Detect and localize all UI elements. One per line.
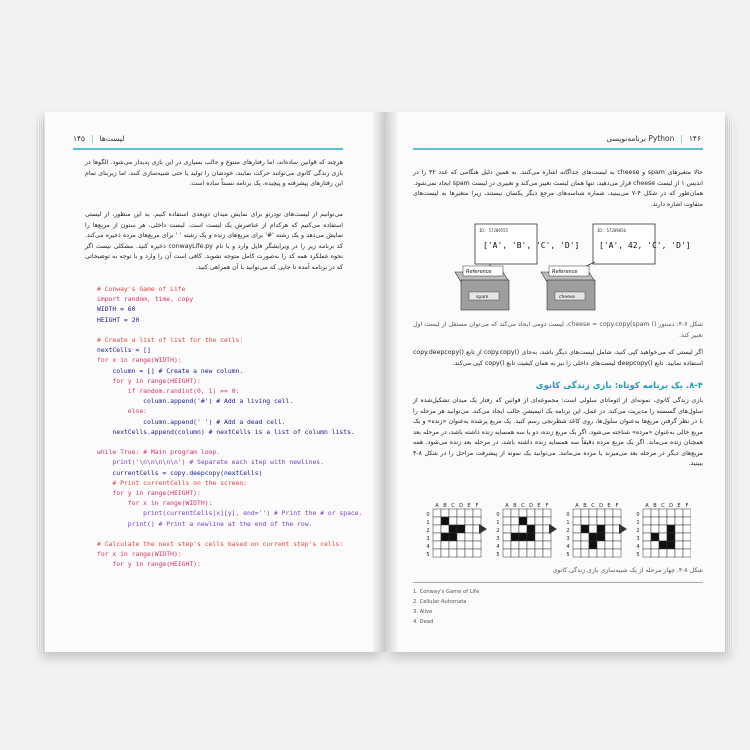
grid-cell-dead [465, 541, 473, 549]
grid-cell-dead [683, 541, 691, 549]
left-page-title: لیست‌ها [99, 134, 125, 143]
grid-cell-dead [659, 533, 667, 541]
grid-cell-dead [519, 541, 527, 549]
grid-cell-dead [573, 517, 581, 525]
grid-cell-dead [573, 549, 581, 557]
grid-col-label: B [583, 503, 587, 509]
grid-cell-dead [473, 549, 481, 557]
grid-cell-dead [581, 517, 589, 525]
grid-cell-dead [573, 509, 581, 517]
grid-cell-dead [581, 549, 589, 557]
grid-cell-dead [519, 509, 527, 517]
life-grid-3 [563, 500, 629, 558]
grid-cell-dead [503, 509, 511, 517]
grid-cell-dead [659, 525, 667, 533]
grid-cell-dead [675, 541, 683, 549]
grid-cell-dead [519, 525, 527, 533]
footnote-4: 4. Dead [413, 619, 434, 625]
grid-cell-dead [659, 549, 667, 557]
grid-cell-dead [457, 549, 465, 557]
grid-cell-dead [511, 549, 519, 557]
grid-cell-dead [581, 509, 589, 517]
grid-cell-dead [643, 549, 651, 557]
life-grid-2 [493, 500, 559, 558]
spam-reference-label: Reference [466, 269, 492, 275]
grid-cell-dead [503, 541, 511, 549]
code-line: if random.randint(0, 1) == 0: [97, 387, 240, 396]
grid-col-label: A [435, 503, 439, 509]
cheese-name: cheese [559, 295, 575, 300]
grid-cell-dead [613, 509, 621, 517]
grid-cell-dead [605, 517, 613, 525]
grid-cell-dead [441, 525, 449, 533]
grid-cell-dead [473, 541, 481, 549]
code-line [97, 437, 382, 447]
grid-cell-alive [519, 517, 527, 525]
grid-cell-dead [613, 549, 621, 557]
grid-row-label: 0 [496, 512, 500, 518]
right-page-number: ۱۴۶ [688, 134, 701, 143]
footnotes [413, 582, 703, 627]
grid-cell-dead [543, 517, 551, 525]
grid-cell-dead [465, 517, 473, 525]
footnote-3: 3. Alive [413, 609, 433, 615]
grid-cell-dead [503, 533, 511, 541]
code-line: column.append('#') # Add a living cell. [97, 397, 294, 406]
code-line: HEIGHT = 20 [97, 315, 140, 324]
grid-cell-dead [643, 509, 651, 517]
grid-cell-dead [465, 525, 473, 533]
grid-row-label: 3 [496, 536, 500, 542]
grid-cell-dead [433, 541, 441, 549]
code-line: else: [97, 407, 148, 416]
grid-cell-dead [597, 541, 605, 549]
grid-cell-dead [675, 525, 683, 533]
grid-cell-alive [527, 533, 535, 541]
right-paragraph-3: بازی زندگی کانوی، نمونه‌ای از اتوماتای سلولی است: مجموعه‌ای از قوانین که رفتار یک میدان تشکیل‌شده از سلول‌های گسسته را مدیریت می‌کند. در عمل، این برنامه یک انیمیشن جالب ایجاد می‌کند. می‌توانید هر مرحله را با در نظر گرفتن مربع‌ها به‌عنوان سلول‌ها، روی کاغذ شطرنجی رسم کنید. یک مربع پرشده به‌عنوان «زنده» و یک مربع خالی به‌عنوان «مرده» شناخته می‌شود. اگر یک مربع زنده، دو یا سه همسایه زنده داشته باشد، در مرحله بعد همچنان زنده می‌ماند. اگر یک مربع مرده دقیقاً سه همسایه زنده داشته باشد، در مرحله بعد زنده می‌شود. همه مربع‌های دیگر در مرحله بعد می‌میرند یا مرده می‌مانند. می‌توانید یک نمونه از پیشرفت مراحل را در شکل ۸-۴ ببینید. [413, 397, 703, 467]
right-page [385, 112, 725, 652]
grid-cell-dead [441, 541, 449, 549]
grid-col-label: E [677, 503, 681, 509]
cheese-reference-label: Reference [552, 269, 578, 275]
grid-row-label: 2 [496, 528, 500, 534]
grid-cell-dead [535, 517, 543, 525]
grid-cell-alive [597, 533, 605, 541]
grid-cell-dead [613, 517, 621, 525]
grid-row-label: 4 [496, 544, 500, 550]
grid-cell-dead [597, 549, 605, 557]
code-line: nextCells.append(column) # nextCells is a list of column lists. [97, 427, 355, 436]
grid-col-label: E [467, 503, 471, 509]
grid-row-label: 0 [566, 512, 570, 518]
grid-row-label: 4 [426, 544, 430, 550]
grid-col-label: D [459, 503, 463, 509]
code-line: # Create a list of list for the cells: [97, 336, 244, 345]
grid-cell-alive [527, 525, 535, 533]
code-line: nextCells = [] [97, 346, 151, 355]
cheese-list-value: ['A', 42, 'C', 'D'] [599, 241, 691, 250]
grid-col-label: D [529, 503, 533, 509]
code-line: column.append(' ') # Add a dead cell. [97, 417, 286, 426]
grid-cell-dead [535, 533, 543, 541]
grid-col-label: F [685, 503, 689, 509]
grid-cell-dead [675, 517, 683, 525]
grid-cell-dead [605, 533, 613, 541]
grid-cell-dead [659, 509, 667, 517]
right-header-rule [413, 148, 703, 150]
grid-cell-alive [449, 525, 457, 533]
left-intro-paragraph-1: هرچند که قوانین ساده‌اند، اما رفتارهای متنوع و جالب بسیاری در این بازی پدیدار می‌شود. الگوها در بازی زندگی کانوی می‌توانند حرکت نمایند، خودشان را تولید یا حتی شبیه‌سازی کنند. اما زیربنای تمام این رفتارهای پیشرفته و پیچیده، یک برنامه نسبتاً ساده است. [85, 159, 343, 187]
grid-cell-alive [667, 533, 675, 541]
footnote-1: 1. Conway's Game of Life [413, 589, 480, 595]
grid-cell-dead [643, 533, 651, 541]
grid-cell-dead [449, 517, 457, 525]
code-line: # Print currentCells on the screen: [97, 478, 248, 487]
grid-cell-dead [543, 509, 551, 517]
grid-cell-alive [589, 533, 597, 541]
grid-cell-dead [651, 509, 659, 517]
grid-cell-dead [465, 509, 473, 517]
grid-col-label: B [653, 503, 657, 509]
grid-cell-dead [675, 533, 683, 541]
grid-cell-dead [449, 541, 457, 549]
grid-cell-dead [535, 549, 543, 557]
grid-cell-dead [511, 525, 519, 533]
grid-cell-dead [675, 509, 683, 517]
grid-cell-alive [651, 533, 659, 541]
grid-cell-dead [465, 549, 473, 557]
grid-cell-dead [535, 525, 543, 533]
code-line: WIDTH = 60 [97, 305, 136, 314]
code-line [97, 529, 382, 539]
grid-col-label: C [591, 503, 595, 509]
grid-cell-alive [519, 533, 527, 541]
grid-cell-dead [457, 533, 465, 541]
grid-cell-dead [683, 525, 691, 533]
grid-cell-dead [543, 549, 551, 557]
grid-cell-dead [433, 525, 441, 533]
grid-cell-dead [643, 525, 651, 533]
grid-cell-dead [651, 517, 659, 525]
code-line: # Conway's Game of Life [97, 285, 186, 293]
grid-cell-alive [667, 525, 675, 533]
grid-cell-dead [589, 525, 597, 533]
grid-cell-dead [441, 549, 449, 557]
left-page-header: ۱۴۵ | لیست‌ها [73, 134, 125, 143]
left-intro-paragraph-2: می‌توانیم از لیست‌های تودرتو برای نمایش میدان دوبعدی استفاده کنیم. به این منظور، از لیستی استفاده می‌کنیم که هرکدام از عناصرش یک لیست است. لیست داخلی، هر ستون از مربع‌ها را نمایش می‌دهد و یک رشته '#' برای مربع‌های زنده و یک رشته ' ' برای مربع‌های مرده ذخیره می‌کند. کد برنامه زیر را در ویرایشگر فایل وارد و با نام conwayLife.py ذخیره کنید. مشکلی نیست اگر نحوه عملکرد همه کد را به‌صورت کامل متوجه نشوید. کافی است آن را وارد و با توجه به توضیحاتی که در برنامه آمده تا جایی که می‌توانید با آن همراهی کنید. [85, 211, 343, 271]
open-book [15, 112, 735, 652]
game-of-life-grids [423, 500, 703, 562]
grid-cell-dead [473, 517, 481, 525]
grid-col-label: D [669, 503, 673, 509]
grid-row-label: 5 [566, 552, 570, 558]
grid-cell-dead [457, 517, 465, 525]
grid-cell-dead [643, 541, 651, 549]
grid-cell-dead [597, 517, 605, 525]
code-line: print('\n\n\n\n\n') # Separate each step with newlines. [97, 458, 325, 467]
grid-cell-dead [527, 517, 535, 525]
grid-cell-dead [589, 549, 597, 557]
figure-4-7-caption: شکل ۷-۴: دستور () cheese = copy.copy(spam، لیست دومی ایجاد می‌کند که می‌توان مستقل از لیست اول تغییر کند. [413, 321, 703, 339]
grid-cell-dead [683, 509, 691, 517]
code-line: for x in range(WIDTH): [97, 499, 213, 508]
grid-cell-dead [449, 549, 457, 557]
right-paragraph-1: حالا متغیرهای spam و cheese به لیست‌های جداگانه اشاره می‌کنند. به همین دلیل هنگامی که عدد ۴۲ را در اندیس ۱ از لیست cheese قرار می‌دهید، تنها همان لیست تغییر می‌کند و تغییری در لیست spam ایجاد نمی‌شود. همان‌طور که در شکل ۴-۷ می‌بینید، شماره شناسه‌های مرجع دیگر یکسان نیستند، زیرا متغیرها به لیست‌های متفاوت اشاره دارند. [413, 169, 703, 208]
grid-col-label: F [545, 503, 549, 509]
grid-row-label: 1 [496, 520, 500, 526]
grid-row-label: 1 [636, 520, 640, 526]
grid-cell-dead [651, 525, 659, 533]
grid-col-label: D [599, 503, 603, 509]
section-title: ۸-۴. یک برنامه کوتاه: بازی زندگی کانوی [535, 381, 703, 391]
grid-cell-dead [667, 517, 675, 525]
grid-cell-dead [613, 541, 621, 549]
spam-name: spam [476, 295, 489, 300]
grid-cell-dead [675, 549, 683, 557]
grid-row-label: 2 [426, 528, 430, 534]
grid-cell-alive [449, 533, 457, 541]
grid-row-label: 5 [636, 552, 640, 558]
step-arrow [619, 524, 627, 534]
grid-cell-dead [605, 541, 613, 549]
grid-col-label: E [607, 503, 611, 509]
code-line: while True: # Main program loop. [97, 448, 221, 457]
grid-cell-dead [581, 541, 589, 549]
code-line: for y in range(HEIGHT): [97, 489, 201, 498]
grid-cell-dead [527, 549, 535, 557]
grid-row-label: 1 [426, 520, 430, 526]
grid-row-label: 2 [566, 528, 570, 534]
spam-list-id: ID: 57209555 [479, 228, 508, 233]
code-line: column = [] # Create a new column. [97, 366, 244, 375]
grid-row-label: 0 [426, 512, 430, 518]
life-grid-4 [633, 500, 691, 558]
grid-cell-dead [433, 549, 441, 557]
grid-cell-dead [651, 541, 659, 549]
grid-cell-dead [433, 517, 441, 525]
cheese-box-group [541, 224, 691, 310]
grid-row-label: 5 [426, 552, 430, 558]
grid-cell-dead [605, 525, 613, 533]
right-page-header: برنامه‌نویسی Python | ۱۴۶ [606, 134, 701, 143]
grid-cell-dead [511, 517, 519, 525]
grid-cell-dead [511, 509, 519, 517]
code-line: for y in range(HEIGHT): [97, 560, 201, 569]
right-paragraph-2: اگر لیستی که می‌خواهید کپی کنید، شامل لیست‌های دیگر باشد، به‌جای ()copy.copy از تابع ()copy.deepcopy استفاده نمایید. تابع ()deepcopy لیست‌های داخلی را نیز به همان کیفیت تابع ()copy کپی می‌کند. [413, 349, 704, 367]
grid-cell-dead [573, 533, 581, 541]
grid-cell-alive [441, 533, 449, 541]
grid-col-label: C [521, 503, 525, 509]
grid-col-label: B [443, 503, 447, 509]
grid-row-label: 4 [566, 544, 570, 550]
grid-cell-dead [441, 509, 449, 517]
code-line [97, 325, 382, 335]
grid-row-label: 0 [636, 512, 640, 518]
grid-cell-dead [503, 525, 511, 533]
grid-col-label: F [475, 503, 479, 509]
left-page [45, 112, 385, 652]
spam-list-value: ['A', 'B', 'C', 'D'] [483, 241, 580, 250]
grid-col-label: E [537, 503, 541, 509]
grid-cell-dead [597, 509, 605, 517]
grid-cell-alive [597, 525, 605, 533]
code-line: import random, time, copy [97, 295, 194, 304]
grid-cell-dead [683, 533, 691, 541]
grid-cell-dead [667, 549, 675, 557]
left-page-number: ۱۴۵ [73, 134, 86, 143]
grid-col-label: A [575, 503, 579, 509]
grid-cell-dead [651, 549, 659, 557]
grid-cell-dead [527, 509, 535, 517]
step-arrow [479, 524, 487, 534]
code-line: for y in range(HEIGHT): [97, 376, 201, 385]
grid-cell-dead [433, 533, 441, 541]
grid-cell-dead [465, 533, 473, 541]
grid-cell-alive [659, 541, 667, 549]
grid-cell-dead [605, 549, 613, 557]
grid-cell-alive [581, 525, 589, 533]
grid-cell-dead [535, 509, 543, 517]
grid-row-label: 5 [496, 552, 500, 558]
code-line: for x in range(WIDTH): [97, 550, 182, 559]
code-line: # Calculate the next step's cells based on current step's cells: [97, 540, 344, 549]
grid-cell-dead [643, 517, 651, 525]
grid-cell-dead [543, 541, 551, 549]
grid-cell-dead [457, 541, 465, 549]
step-arrow [549, 524, 557, 534]
grid-col-label: A [645, 503, 649, 509]
code-line: currentCells = copy.deepcopy(nextCells) [97, 468, 263, 477]
life-grid-1 [423, 500, 489, 558]
grid-cell-dead [573, 541, 581, 549]
grid-cell-dead [535, 541, 543, 549]
grid-row-label: 2 [636, 528, 640, 534]
grid-cell-dead [589, 509, 597, 517]
grid-cell-alive [589, 541, 597, 549]
grid-cell-alive [457, 525, 465, 533]
grid-row-label: 4 [636, 544, 640, 550]
grid-cell-dead [503, 517, 511, 525]
grid-cell-dead [581, 533, 589, 541]
grid-row-label: 1 [566, 520, 570, 526]
figure-4-8-caption: شکل ۸-۴. چهار مرحله از یک شبیه‌سازی بازی زندگی کانوی [552, 567, 703, 574]
grid-cell-dead [613, 533, 621, 541]
cheese-list-id: ID: 57209856 [597, 228, 626, 233]
right-page-title: برنامه‌نویسی Python [606, 134, 675, 143]
grid-cell-dead [667, 509, 675, 517]
grid-col-label: C [661, 503, 665, 509]
grid-col-label: F [615, 503, 619, 509]
footnote-2: 2. Cellular Automata [413, 599, 467, 605]
grid-cell-dead [589, 517, 597, 525]
left-header-rule [73, 148, 343, 150]
reference-boxes-figure [445, 214, 695, 314]
grid-cell-dead [433, 509, 441, 517]
grid-cell-alive [667, 541, 675, 549]
grid-cell-dead [683, 517, 691, 525]
grid-cell-dead [527, 541, 535, 549]
grid-row-label: 3 [636, 536, 640, 542]
grid-cell-dead [457, 509, 465, 517]
grid-row-label: 3 [426, 536, 430, 542]
grid-cell-dead [683, 549, 691, 557]
grid-cell-alive [441, 517, 449, 525]
grid-cell-dead [543, 533, 551, 541]
grid-cell-alive [511, 533, 519, 541]
grid-cell-dead [473, 509, 481, 517]
grid-cell-dead [605, 509, 613, 517]
code-line: print() # Print a newline at the end of the row. [97, 519, 313, 528]
code-line: print(currentCells[x][y], end='') # Print the # or space. [97, 509, 363, 518]
grid-col-label: A [505, 503, 509, 509]
grid-cell-dead [519, 549, 527, 557]
grid-cell-dead [573, 525, 581, 533]
grid-col-label: B [513, 503, 517, 509]
code-listing [97, 284, 382, 570]
grid-cell-dead [449, 509, 457, 517]
grid-cell-dead [659, 517, 667, 525]
grid-row-label: 3 [566, 536, 570, 542]
grid-cell-dead [511, 541, 519, 549]
code-line: for x in range(WIDTH): [97, 356, 182, 365]
grid-col-label: C [451, 503, 455, 509]
grid-cell-dead [473, 533, 481, 541]
grid-cell-dead [503, 549, 511, 557]
